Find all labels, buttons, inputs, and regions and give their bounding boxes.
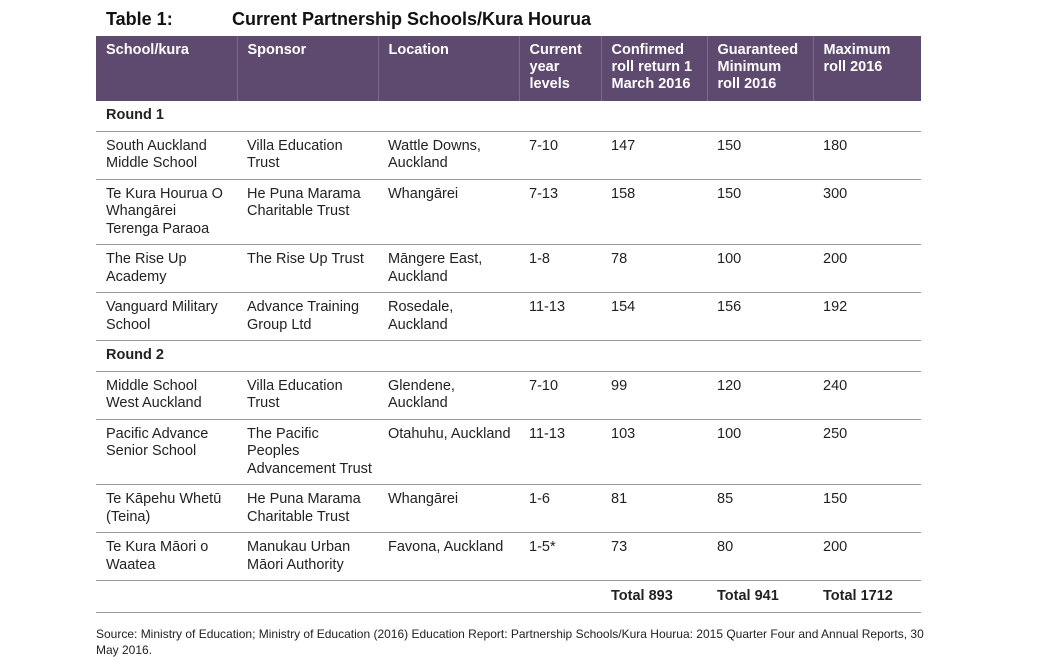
cell-year-levels: 1-8 [519, 245, 601, 293]
cell-school: South Auckland Middle School [96, 131, 237, 179]
cell-confirmed-roll: 103 [601, 419, 707, 485]
cell-sponsor: Villa Education Trust [237, 371, 378, 419]
table-row [96, 131, 921, 179]
cell-maximum-roll: 300 [813, 179, 921, 245]
round-row [96, 341, 921, 372]
cell-sponsor: Advance Training Group Ltd [237, 293, 378, 341]
cell-maximum-roll: 150 [813, 485, 921, 533]
header-guaranteed-roll: Guaranteed Minimum roll 2016 [707, 36, 813, 101]
cell-year-levels: 1-5* [519, 533, 601, 581]
cell-confirmed-roll: 154 [601, 293, 707, 341]
cell-location: Wattle Downs, Auckland [378, 131, 519, 179]
header-school: School/kura [96, 36, 237, 101]
cell-location: Whangārei [378, 179, 519, 245]
cell-sponsor: The Pacific Peoples Advancement Trust [237, 419, 378, 485]
cell-sponsor: He Puna Marama Charitable Trust [237, 485, 378, 533]
table-number: Table 1: [106, 9, 173, 29]
cell-school: Te Kura Māori o Waatea [96, 533, 237, 581]
cell-location: Otahuhu, Auckland [378, 419, 519, 485]
cell-guaranteed-roll: 100 [707, 245, 813, 293]
cell-guaranteed-roll: 80 [707, 533, 813, 581]
cell-maximum-roll: 240 [813, 371, 921, 419]
header-sponsor: Sponsor [237, 36, 378, 101]
totals-row [96, 581, 921, 613]
total-confirmed: Total 893 [601, 581, 707, 613]
table-row [96, 179, 921, 245]
cell-school: Te Kāpehu Whetū (Teina) [96, 485, 237, 533]
header-row [96, 36, 921, 101]
cell-year-levels: 7-10 [519, 371, 601, 419]
cell-maximum-roll: 200 [813, 245, 921, 293]
header-confirmed-roll: Confirmed roll return 1 March 2016 [601, 36, 707, 101]
cell-school: Middle School West Auckland [96, 371, 237, 419]
cell-confirmed-roll: 147 [601, 131, 707, 179]
cell-guaranteed-roll: 85 [707, 485, 813, 533]
header-year-levels: Current year levels [519, 36, 601, 101]
table-row [96, 419, 921, 485]
cell-confirmed-roll: 99 [601, 371, 707, 419]
cell-guaranteed-roll: 120 [707, 371, 813, 419]
cell-school: The Rise Up Academy [96, 245, 237, 293]
cell-confirmed-roll: 158 [601, 179, 707, 245]
cell-location: Glendene, Auckland [378, 371, 519, 419]
table-caption: Current Partnership Schools/Kura Hourua [232, 9, 592, 29]
cell-confirmed-roll: 78 [601, 245, 707, 293]
table-row [96, 533, 921, 581]
header-maximum-roll: Maximum roll 2016 [813, 36, 921, 101]
round-row [96, 101, 921, 131]
cell-maximum-roll: 200 [813, 533, 921, 581]
table-title [106, 9, 591, 30]
empty-cell [96, 581, 237, 613]
cell-year-levels: 7-10 [519, 131, 601, 179]
table-row [96, 485, 921, 533]
table-row [96, 293, 921, 341]
partnership-schools-table [96, 36, 921, 613]
cell-guaranteed-roll: 156 [707, 293, 813, 341]
cell-year-levels: 11-13 [519, 419, 601, 485]
total-guaranteed: Total 941 [707, 581, 813, 613]
empty-cell [519, 581, 601, 613]
cell-guaranteed-roll: 150 [707, 179, 813, 245]
cell-sponsor: The Rise Up Trust [237, 245, 378, 293]
cell-location: Whangārei [378, 485, 519, 533]
table-row [96, 371, 921, 419]
cell-location: Rosedale, Auckland [378, 293, 519, 341]
cell-year-levels: 7-13 [519, 179, 601, 245]
cell-year-levels: 1-6 [519, 485, 601, 533]
cell-location: Māngere East, Auckland [378, 245, 519, 293]
cell-sponsor: He Puna Marama Charitable Trust [237, 179, 378, 245]
cell-school: Pacific Advance Senior School [96, 419, 237, 485]
round-label: Round 1 [96, 101, 921, 131]
source-note: Source: Ministry of Education; Ministry of Education (2016) Education Report: Partnership Schools/Kura Hourua: 2015 Quarter Four and Annual Reports, 30 May 2016. [96, 627, 924, 657]
cell-year-levels: 11-13 [519, 293, 601, 341]
header-location: Location [378, 36, 519, 101]
cell-confirmed-roll: 81 [601, 485, 707, 533]
cell-maximum-roll: 250 [813, 419, 921, 485]
cell-confirmed-roll: 73 [601, 533, 707, 581]
cell-school: Vanguard Military School [96, 293, 237, 341]
round-label: Round 2 [96, 341, 921, 372]
empty-cell [237, 581, 378, 613]
cell-school: Te Kura Hourua O Whangārei Terenga Paraoa [96, 179, 237, 245]
table-row [96, 245, 921, 293]
total-maximum: Total 1712 [813, 581, 921, 613]
cell-guaranteed-roll: 100 [707, 419, 813, 485]
cell-maximum-roll: 192 [813, 293, 921, 341]
cell-location: Favona, Auckland [378, 533, 519, 581]
empty-cell [378, 581, 519, 613]
cell-sponsor: Villa Education Trust [237, 131, 378, 179]
cell-sponsor: Manukau Urban Māori Authority [237, 533, 378, 581]
cell-guaranteed-roll: 150 [707, 131, 813, 179]
cell-maximum-roll: 180 [813, 131, 921, 179]
